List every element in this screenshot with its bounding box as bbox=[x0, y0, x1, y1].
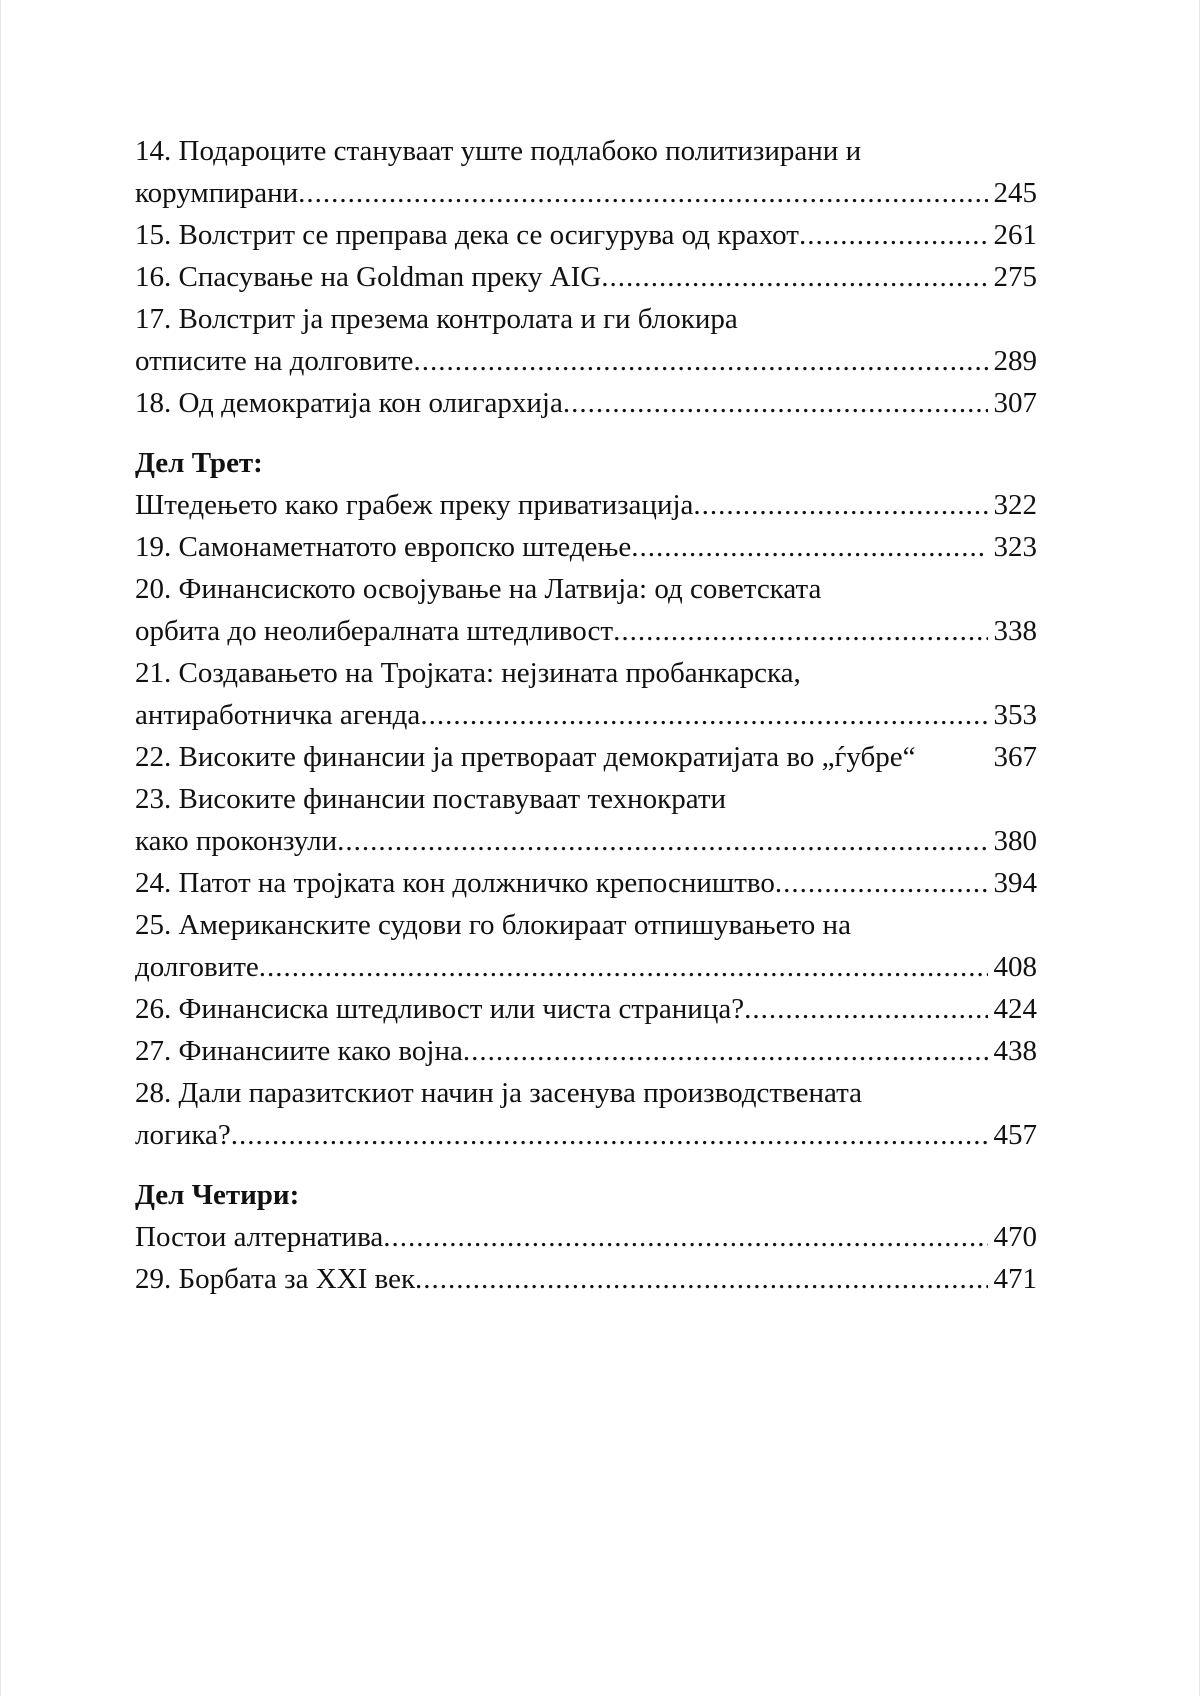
toc-entry-27 bbox=[135, 1030, 1037, 1072]
page-number: 245 bbox=[993, 177, 1037, 209]
toc-entry-title: корумпирани bbox=[135, 177, 299, 209]
dot-leader bbox=[775, 862, 988, 904]
page-number: 353 bbox=[993, 699, 1037, 731]
toc-entry-part-four-intro bbox=[135, 1216, 1037, 1258]
toc-entry-title: орбита до неолибералната штедливост bbox=[135, 615, 614, 647]
toc-entry-title: како проконзули bbox=[135, 825, 338, 857]
page-number: 408 bbox=[993, 951, 1037, 983]
toc-entry-leader-line bbox=[135, 340, 1037, 382]
page-number: 471 bbox=[993, 1263, 1037, 1295]
dot-leader bbox=[601, 256, 987, 298]
page-number: 307 bbox=[993, 387, 1037, 419]
toc-entry-29 bbox=[135, 1258, 1037, 1300]
page-number: 275 bbox=[993, 261, 1037, 293]
toc-entry-26 bbox=[135, 988, 1037, 1030]
page-number: 380 bbox=[993, 825, 1037, 857]
toc-entry-21 bbox=[135, 652, 1037, 736]
toc-entry-19 bbox=[135, 526, 1037, 568]
toc-entry-18 bbox=[135, 382, 1037, 424]
toc-entry-title: 22. Високите финансии ја претвораат демократијата во „ѓубре“ bbox=[135, 741, 916, 773]
toc-entry-17 bbox=[135, 298, 1037, 382]
toc-entry-leader-line bbox=[135, 610, 1037, 652]
toc-entry-16 bbox=[135, 256, 1037, 298]
page-number: 338 bbox=[993, 615, 1037, 647]
toc-entry-leader-line bbox=[135, 1114, 1037, 1156]
dot-leader bbox=[337, 820, 987, 862]
toc-entry-title: 19. Самонаметнатото европско штедење bbox=[135, 531, 632, 563]
dot-leader bbox=[799, 214, 988, 256]
toc-entry-title-line: 14. Подароците стануваат уште подлабоко политизирани и bbox=[135, 135, 862, 167]
page-number: 289 bbox=[993, 345, 1037, 377]
toc-entry-title: 16. Спасување на Goldman преку AIG bbox=[135, 261, 602, 293]
toc-entry-title: Штедењето како грабеж преку приватизација bbox=[135, 489, 694, 521]
toc-entry-22 bbox=[135, 736, 1037, 778]
dot-leader bbox=[693, 484, 987, 526]
toc-entry-title: антиработничка агенда bbox=[135, 699, 421, 731]
toc-entry-title: 27. Финансиите како војна bbox=[135, 1035, 463, 1067]
toc-entry-leader-line bbox=[135, 946, 1037, 988]
toc-entry-24 bbox=[135, 862, 1037, 904]
dot-leader bbox=[744, 988, 987, 1030]
dot-leader bbox=[631, 526, 987, 568]
page-number: 438 bbox=[993, 1035, 1037, 1067]
page-number: 323 bbox=[993, 531, 1037, 563]
page-number: 322 bbox=[993, 489, 1037, 521]
dot-leader bbox=[231, 1114, 988, 1156]
page-number: 367 bbox=[993, 741, 1037, 773]
part-three-heading: Дел Трет: bbox=[135, 447, 263, 479]
toc-entry-23 bbox=[135, 778, 1037, 862]
dot-leader bbox=[613, 610, 987, 652]
page-number: 457 bbox=[993, 1119, 1037, 1151]
toc-entry-title-line: 17. Волстрит ја презема контролата и ги блокира bbox=[135, 303, 738, 335]
dot-leader bbox=[563, 382, 988, 424]
dot-leader bbox=[259, 946, 988, 988]
toc-entry-title-line: 20. Финансиското освојување на Латвија: од советската bbox=[135, 573, 822, 605]
toc-entry-title: 26. Финансиска штедливост или чиста страница? bbox=[135, 993, 745, 1025]
part-four-heading: Дел Четири: bbox=[135, 1179, 300, 1211]
dot-leader bbox=[298, 172, 987, 214]
toc-entry-15 bbox=[135, 214, 1037, 256]
dot-leader bbox=[415, 1258, 987, 1300]
toc-entry-title: 24. Патот на тројката кон должничко крепосништво bbox=[135, 867, 775, 899]
toc-entry-title-line: 25. Американските судови го блокираат отпишувањето на bbox=[135, 909, 851, 941]
toc-entry-20 bbox=[135, 568, 1037, 652]
dot-leader bbox=[383, 1216, 987, 1258]
page-number: 394 bbox=[993, 867, 1037, 899]
toc-entry-title: отписите на долговите bbox=[135, 345, 414, 377]
page-number: 424 bbox=[993, 993, 1037, 1025]
toc-entry-part-three-intro bbox=[135, 484, 1037, 526]
toc-entry-28 bbox=[135, 1072, 1037, 1156]
toc-entry-title: 15. Волстрит се преправа дека се осигурува од крахот bbox=[135, 219, 799, 251]
toc-entry-title: Постои алтернатива bbox=[135, 1221, 384, 1253]
table-of-contents bbox=[135, 130, 1037, 1300]
toc-entry-title-line: 21. Создавањето на Тројката: нејзината пробанкарска, bbox=[135, 657, 801, 689]
toc-entry-title: 29. Борбата за XXI век bbox=[135, 1263, 416, 1295]
toc-entry-14 bbox=[135, 130, 1037, 214]
dot-leader bbox=[413, 340, 987, 382]
toc-entry-leader-line bbox=[135, 172, 1037, 214]
toc-entry-title: логика? bbox=[135, 1119, 231, 1151]
toc-entry-title-line: 28. Дали паразитскиот начин ја засенува производствената bbox=[135, 1077, 862, 1109]
dot-leader bbox=[463, 1030, 988, 1072]
toc-entry-title: долговите bbox=[135, 951, 259, 983]
toc-entry-title: 18. Од демократија кон олигархија bbox=[135, 387, 563, 419]
toc-entry-25 bbox=[135, 904, 1037, 988]
page-number: 261 bbox=[993, 219, 1037, 251]
page-number: 470 bbox=[993, 1221, 1037, 1253]
toc-entry-title-line: 23. Високите финансии поставуваат технократи bbox=[135, 783, 727, 815]
dot-leader bbox=[420, 694, 987, 736]
toc-entry-leader-line bbox=[135, 694, 1037, 736]
toc-entry-leader-line bbox=[135, 820, 1037, 862]
